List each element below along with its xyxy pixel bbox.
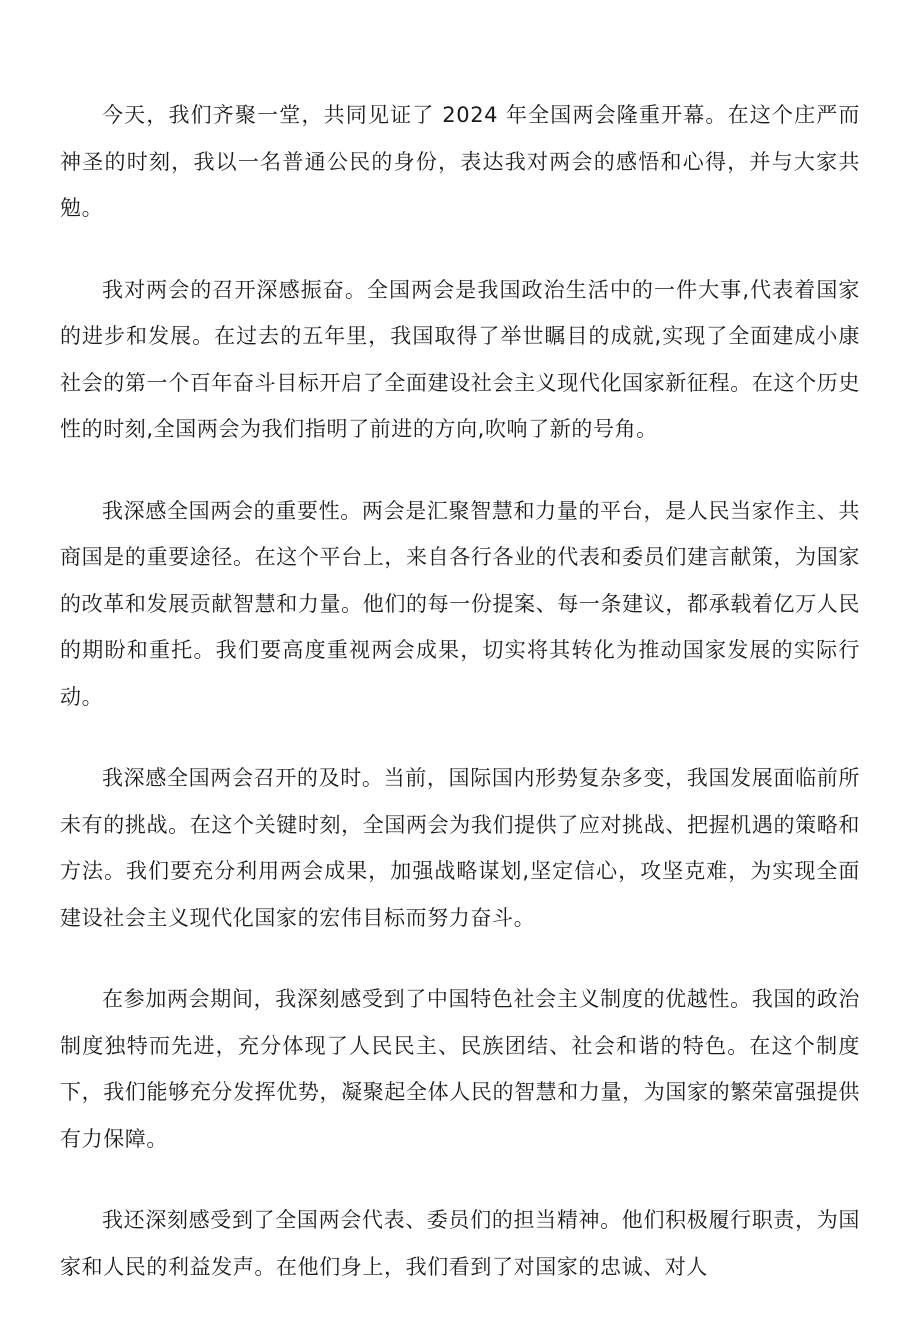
paragraph-3: 我深感全国两会的重要性。两会是汇聚智慧和力量的平台，是人民当家作主、共商国是的重要途径。在这个平台上，来自各行各业的代表和委员们建言献策，为国家的改革和发展贡献智慧和力量。他们的每一份提案、每一条建议，都承载着亿万人民的期盼和重托。我们要高度重视两会成果，切实将其转化为推动国家发展的实际行动。 [60, 498, 860, 709]
paragraph-1: 今天，我们齐聚一堂，共同见证了 2024 年全国两会隆重开幕。在这个庄严而神圣的时刻，我以一名普通公民的身份，表达我对两会的感悟和心得，并与大家共勉。 [60, 103, 860, 220]
paragraph-5: 在参加两会期间，我深刻感受到了中国特色社会主义制度的优越性。我国的政治制度独特而先进，充分体现了人民民主、民族团结、社会和谐的特色。在这个制度下，我们能够充分发挥优势，凝聚起全体人民的智慧和力量，为国家的繁荣富强提供有力保障。 [60, 987, 860, 1151]
paragraph-4: 我深感全国两会召开的及时。当前，国际国内形势复杂多变，我国发展面临前所未有的挑战。在这个关键时刻，全国两会为我们提供了应对挑战、把握机遇的策略和方法。我们要充分利用两会成果，加强战略谋划,坚定信心，攻坚克难，为实现全面建设社会主义现代化国家的宏伟目标而努力奋斗。 [60, 766, 860, 930]
paragraph-2: 我对两会的召开深感振奋。全国两会是我国政治生活中的一件大事,代表着国家的进步和发展。在过去的五年里，我国取得了举世瞩目的成就,实现了全面建成小康社会的第一个百年奋斗目标开启了全面建设社会主义现代化国家新征程。在这个历史性的时刻,全国两会为我们指明了前进的方向,吹响了新的号角。 [60, 277, 860, 441]
document-body [60, 92, 860, 1325]
paragraph-6: 我还深刻感受到了全国两会代表、委员们的担当精神。他们积极履行职责，为国家和人民的利益发声。在他们身上，我们看到了对国家的忠诚、对人 [60, 1208, 860, 1279]
